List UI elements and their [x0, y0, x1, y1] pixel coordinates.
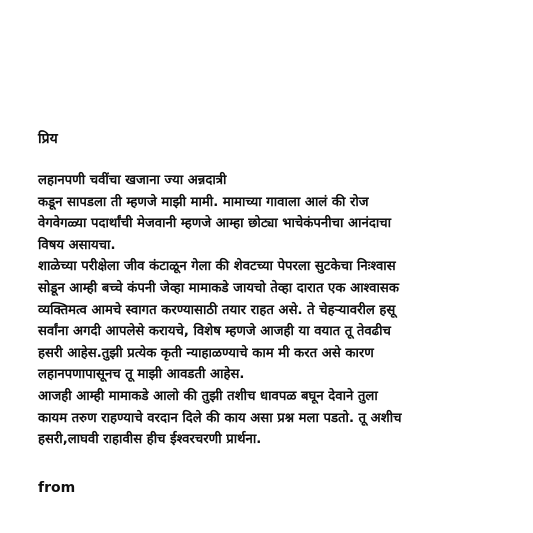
letter-line: शाळेच्या परीक्षेला जीव कंटाळून गेला की शेवटच्या पेपरला सुटकेचा निःश्वास: [38, 259, 396, 275]
letter-line: विषय असायचा.: [38, 237, 116, 253]
salutation: प्रिय: [38, 131, 58, 147]
letter-line: आजही आम्ही मामाकडे आलो की तुझी तशीच धावपळ बघून देवाने तुला: [38, 388, 378, 404]
letter: [38, 128, 508, 499]
letter-line: हसरी,लाघवी राहावीस हीच ईश्वरचरणी प्रार्थना.: [38, 432, 262, 448]
letter-line: लहानपणापासूनच तू माझी आवडती आहेस.: [38, 367, 245, 383]
letter-line: सर्वांना अगदी आपलेसे करायचे, विशेष म्हणजे आजही या वयात तू तेवढीच: [38, 324, 391, 340]
letter-line: सोडून आम्ही बच्चे कंपनी जेव्हा मामाकडे जायचो तेव्हा दारात एक आश्वासक: [38, 280, 399, 296]
letter-line: व्यक्तिमत्व आमचे स्वागत करण्यासाठी तयार राहत असे. ते चेहऱ्यावरील हसू: [38, 302, 396, 318]
closing: from: [38, 479, 76, 496]
letter-line: कडून सापडला ती म्हणजे माझी मामी. मामाच्या गावाला आलं की रोज: [38, 194, 369, 210]
letter-line: हसरी आहेस.तुझी प्रत्येक कृती न्याहाळण्याचे काम मी करत असे कारण: [38, 345, 374, 361]
letter-line: लहानपणी चवींचा खजाना ज्या अन्नदात्री: [38, 173, 227, 188]
letter-body: [38, 170, 508, 451]
letter-line: कायम तरुण राहण्याचे वरदान दिले की काय असा प्रश्न मला पडतो. तू अशीच: [38, 410, 402, 426]
letter-line: वेगवेगळ्या पदार्थांची मेजवानी म्हणजे आम्हा छोट्या भाचेकंपनीचा आनंदाचा: [38, 216, 392, 232]
